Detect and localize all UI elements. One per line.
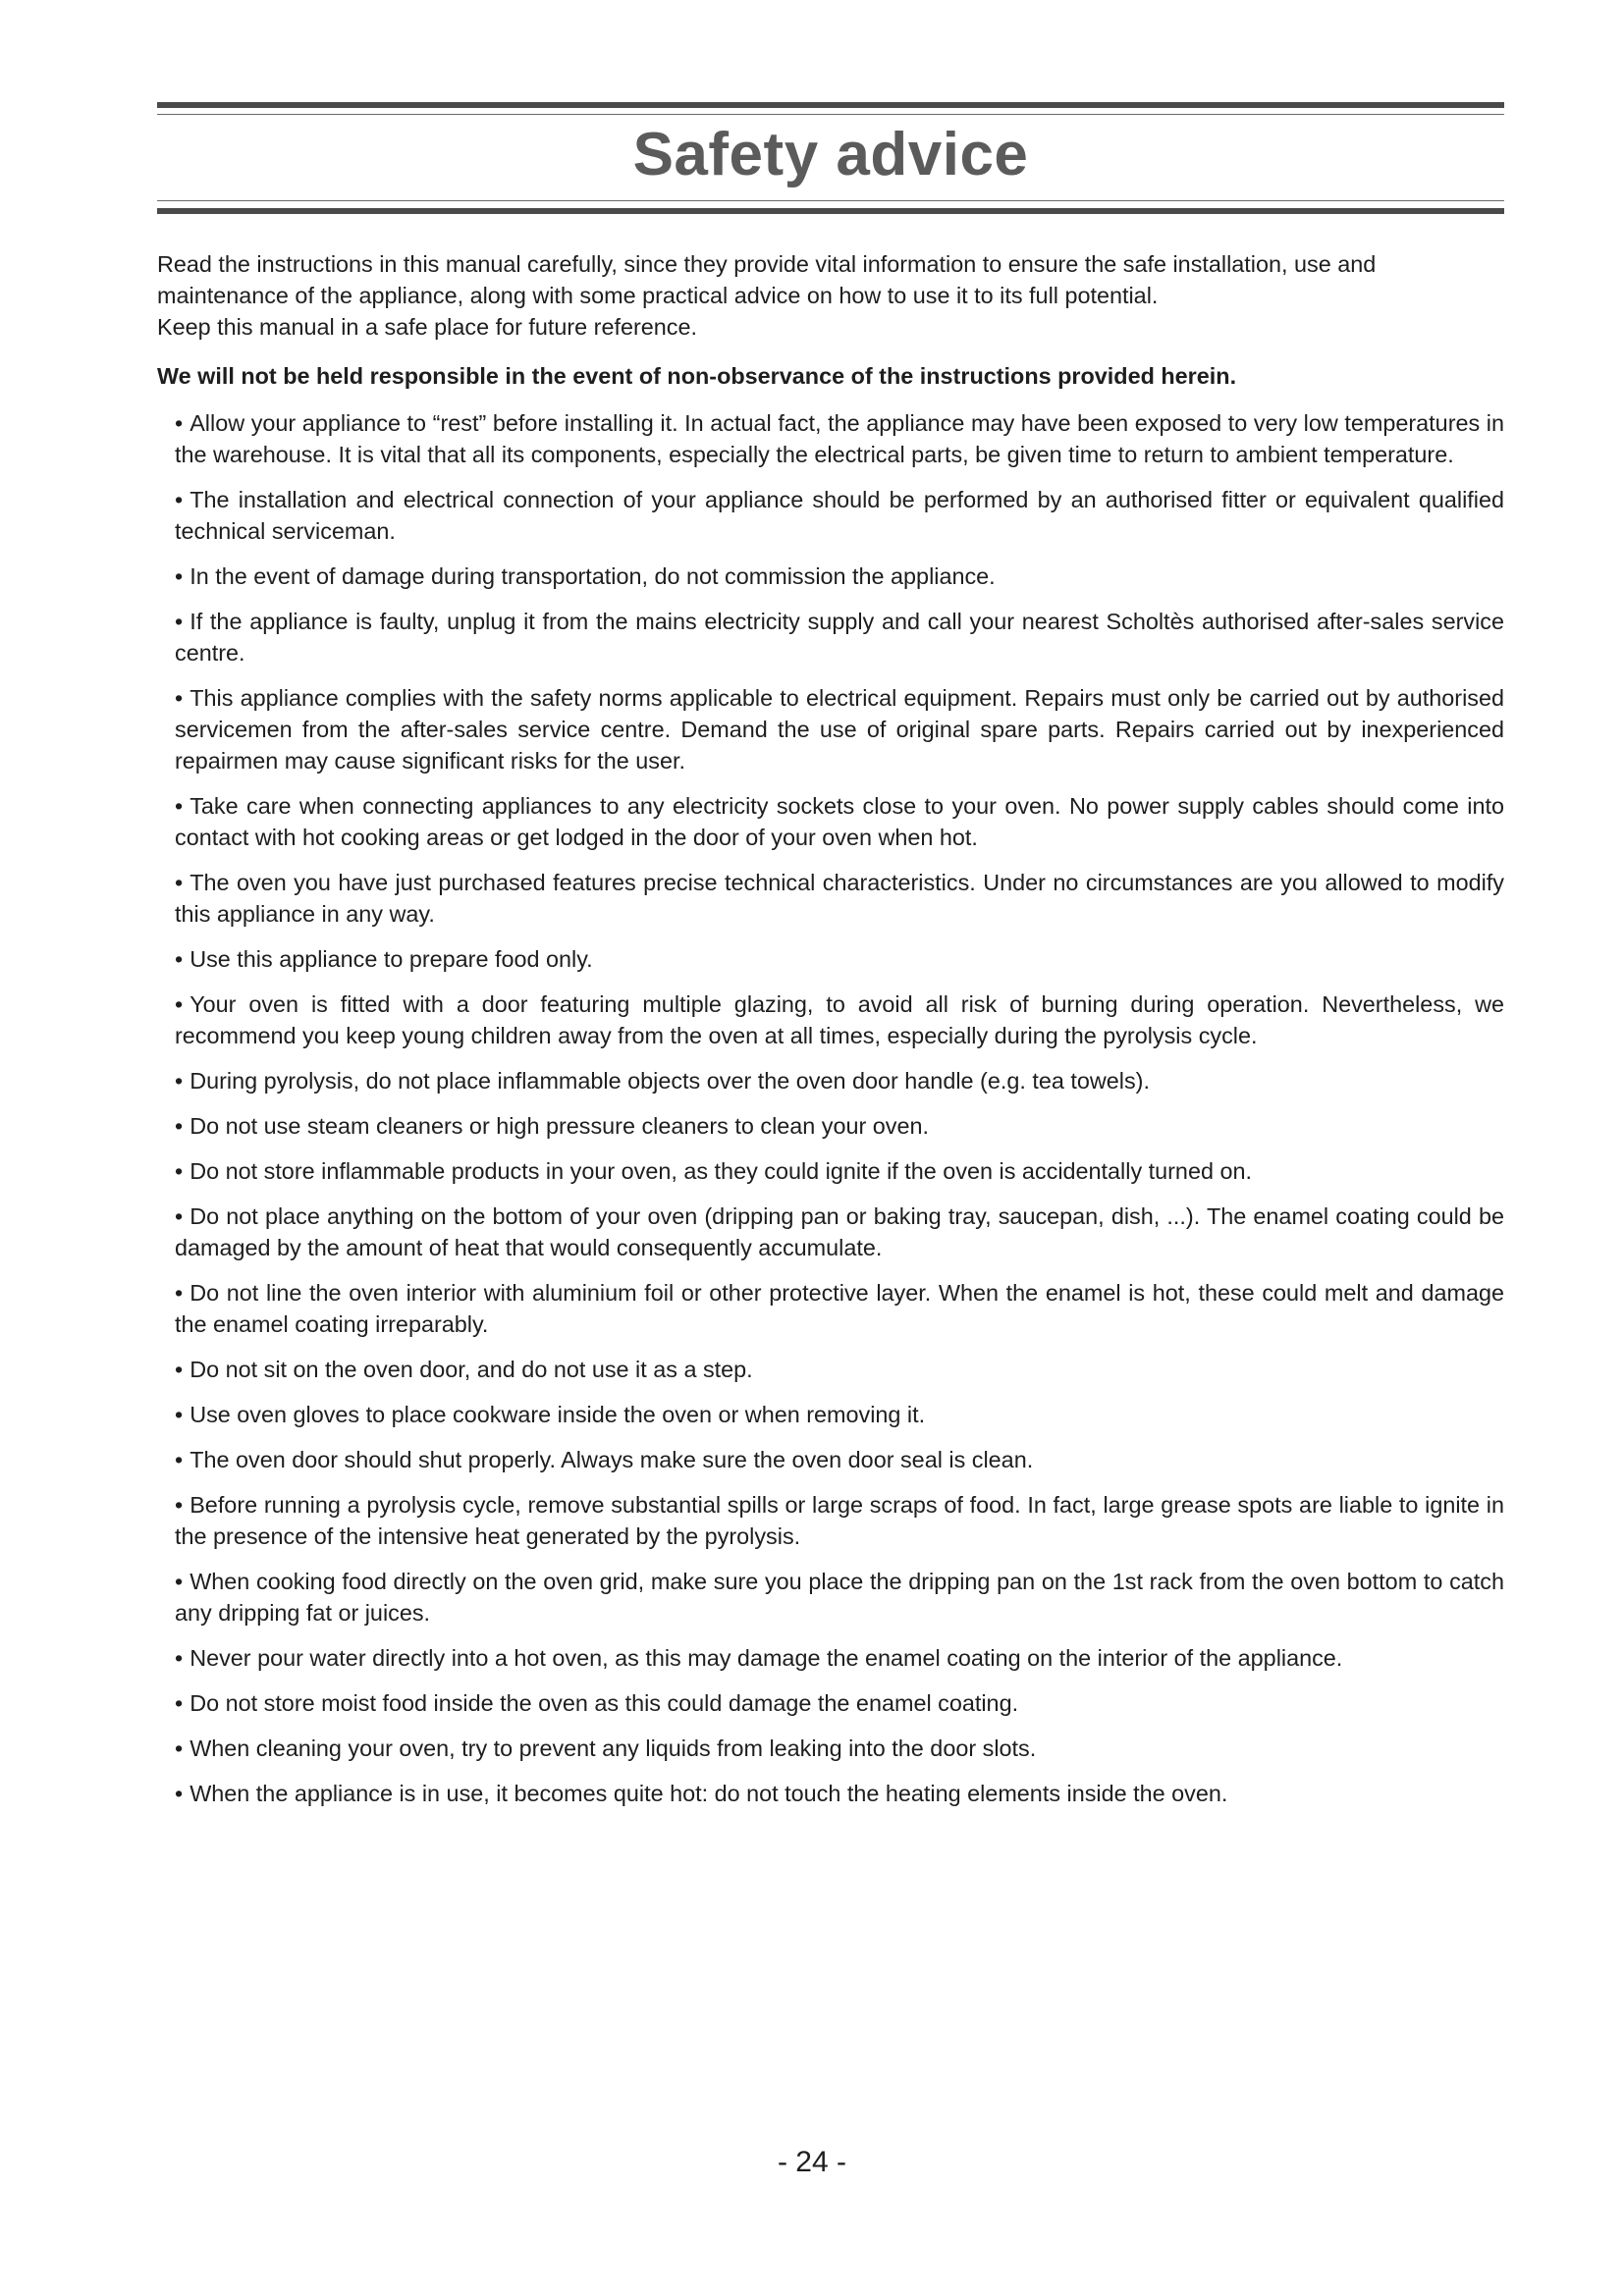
advice-text: Take care when connecting appliances to any electricity sockets close to your oven. No power supply cables should come into contact with hot cooking areas or get lodged in the door of your oven when hot.: [175, 793, 1504, 850]
advice-text: The installation and electrical connection of your appliance should be performed by an authorised fitter or equivalent qualified technical serviceman.: [175, 487, 1504, 544]
bullet-icon: •: [175, 685, 184, 711]
advice-item: [175, 484, 1504, 547]
bullet-icon: •: [175, 991, 184, 1017]
advice-text: When cooking food directly on the oven grid, make sure you place the dripping pan on the 1st rack from the oven bottom to catch any dripping fat or juices.: [175, 1569, 1504, 1626]
advice-item: [175, 988, 1504, 1051]
advice-item: [175, 1201, 1504, 1263]
advice-item: [175, 1642, 1504, 1674]
intro-paragraph: Read the instructions in this manual carefully, since they provide vital information to ensure the safe installation, use and maintenance of the appliance, along with some practical advice on how to use it to its full potential.: [157, 251, 1377, 308]
advice-text: The oven door should shut properly. Always make sure the oven door seal is clean.: [189, 1447, 1034, 1472]
advice-item: [175, 1110, 1504, 1142]
advice-item: [175, 867, 1504, 930]
advice-text: During pyrolysis, do not place inflammable objects over the oven door handle (e.g. tea towels).: [189, 1068, 1150, 1094]
bullet-icon: •: [175, 1645, 184, 1671]
advice-text: Do not sit on the oven door, and do not use it as a step.: [189, 1357, 753, 1382]
bullet-icon: •: [175, 1203, 184, 1229]
advice-text: When the appliance is in use, it becomes quite hot: do not touch the heating elements inside the oven.: [189, 1781, 1228, 1806]
bullet-icon: •: [175, 1569, 184, 1594]
advice-item: [175, 1065, 1504, 1096]
advice-text: Use this appliance to prepare food only.: [189, 946, 593, 972]
advice-text: Use oven gloves to place cookware inside the oven or when removing it.: [189, 1402, 926, 1427]
intro-section: [157, 248, 1504, 343]
advice-item: [175, 1489, 1504, 1552]
header-top-rule: [157, 102, 1504, 108]
header-top-thin-rule: [157, 114, 1504, 115]
advice-text: Do not store moist food inside the oven as this could damage the enamel coating.: [189, 1690, 1019, 1716]
advice-text: Do not line the oven interior with aluminium foil or other protective layer. When the enamel is hot, these could melt and damage the enamel coating irreparably.: [175, 1280, 1504, 1337]
bullet-icon: •: [175, 1447, 184, 1472]
bullet-icon: •: [175, 1068, 184, 1094]
advice-text: Do not store inflammable products in your oven, as they could ignite if the oven is accidentally turned on.: [189, 1158, 1252, 1184]
bullet-icon: •: [175, 1781, 184, 1806]
advice-text: In the event of damage during transportation, do not commission the appliance.: [189, 563, 996, 589]
advice-text: The oven you have just purchased features precise technical characteristics. Under no circumstances are you allowed to modify this appliance in any way.: [175, 870, 1504, 927]
advice-item: [175, 561, 1504, 592]
advice-item: [175, 606, 1504, 668]
advice-item: [175, 1155, 1504, 1187]
bullet-icon: •: [175, 563, 184, 589]
advice-item: [175, 1354, 1504, 1385]
advice-item: [175, 943, 1504, 975]
bullet-icon: •: [175, 946, 184, 972]
bullet-icon: •: [175, 1492, 184, 1518]
page-title: Safety advice: [632, 121, 1029, 188]
advice-item: [175, 1277, 1504, 1340]
advice-text: Do not use steam cleaners or high pressure cleaners to clean your oven.: [189, 1113, 930, 1139]
advice-item: [175, 682, 1504, 776]
bullet-icon: •: [175, 793, 184, 819]
advice-item: [175, 1778, 1504, 1809]
bullet-icon: •: [175, 487, 184, 512]
bullet-icon: •: [175, 410, 184, 436]
bullet-icon: •: [175, 1402, 184, 1427]
advice-item: [175, 1399, 1504, 1430]
bullet-icon: •: [175, 1735, 184, 1761]
advice-item: [175, 1566, 1504, 1629]
bullet-icon: •: [175, 609, 184, 634]
advice-text: When cleaning your oven, try to prevent any liquids from leaking into the door slots.: [189, 1735, 1037, 1761]
advice-text: This appliance complies with the safety norms applicable to electrical equipment. Repairs must only be carried out by authorised servicemen from the after-sales service centre. Demand the use of original spare parts. Repairs carried out by inexperienced repairmen may cause significant risks for the user.: [175, 685, 1504, 774]
page-header: [157, 102, 1504, 218]
advice-item: [175, 1687, 1504, 1719]
advice-item: [175, 790, 1504, 853]
advice-text: If the appliance is faulty, unplug it from the mains electricity supply and call your nearest Scholtès authorised after-sales service centre.: [175, 609, 1504, 666]
intro-paragraph: Keep this manual in a safe place for future reference.: [157, 314, 697, 340]
bullet-icon: •: [175, 1357, 184, 1382]
safety-advice-list: [157, 407, 1504, 1809]
advice-text: Allow your appliance to “rest” before installing it. In actual fact, the appliance may have been exposed to very low temperatures in the warehouse. It is vital that all its components, especially the electrical parts, be given time to return to ambient temperature.: [175, 410, 1504, 467]
bullet-icon: •: [175, 870, 184, 895]
advice-text: Never pour water directly into a hot oven, as this may damage the enamel coating on the interior of the appliance.: [189, 1645, 1343, 1671]
advice-item: [175, 1733, 1504, 1764]
bullet-icon: •: [175, 1280, 184, 1306]
advice-text: Your oven is fitted with a door featuring multiple glazing, to avoid all risk of burning during operation. Nevertheless, we recommend you keep young children away from the oven at all times, especially during the pyrolysis cycle.: [175, 991, 1504, 1048]
advice-item: [175, 1444, 1504, 1475]
advice-text: Do not place anything on the bottom of your oven (dripping pan or baking tray, saucepan, dish, ...). The enamel coating could be damaged by the amount of heat that would consequently accumulate.: [175, 1203, 1504, 1260]
advice-text: Before running a pyrolysis cycle, remove substantial spills or large scraps of food. In fact, large grease spots are liable to ignite in the presence of the intensive heat generated by the pyrolysis.: [175, 1492, 1504, 1549]
header-bottom-thin-rule: [157, 200, 1504, 201]
advice-item: [175, 407, 1504, 470]
page-number: - 24 -: [777, 2146, 847, 2178]
document-body: [157, 248, 1504, 1823]
bullet-icon: •: [175, 1690, 184, 1716]
header-bottom-rule: [157, 208, 1504, 214]
bullet-icon: •: [175, 1158, 184, 1184]
liability-warning: We will not be held responsible in the event of non-observance of the instructions provided herein.: [157, 363, 1237, 389]
bullet-icon: •: [175, 1113, 184, 1139]
